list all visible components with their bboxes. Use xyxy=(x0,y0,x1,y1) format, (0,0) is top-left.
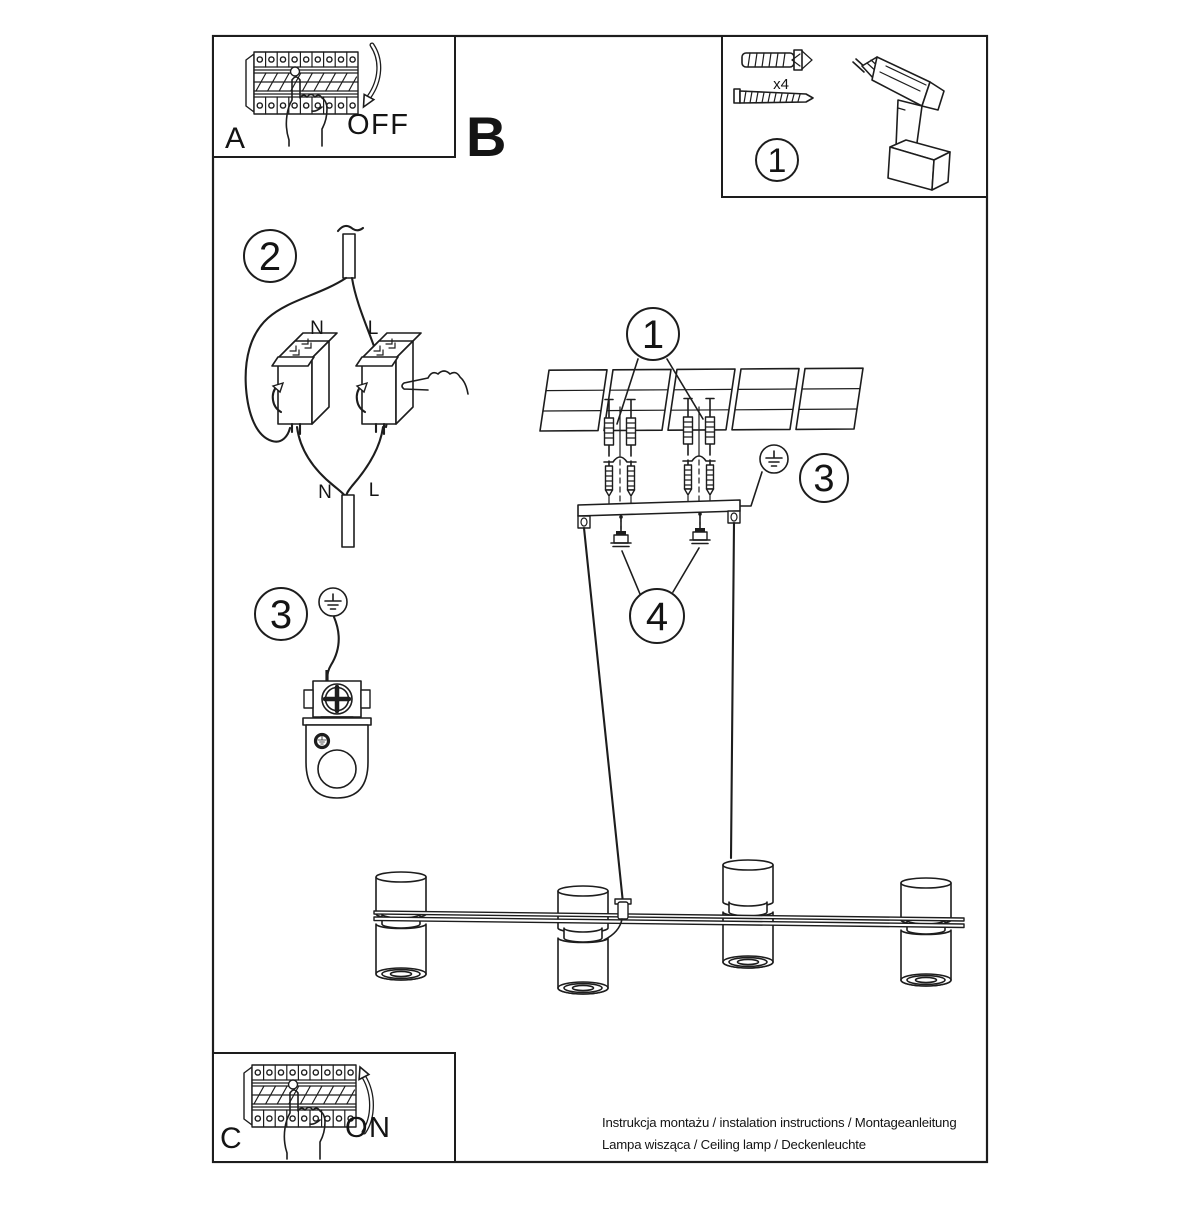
step-circle-3 xyxy=(255,588,307,640)
ceiling-panels xyxy=(540,368,863,431)
wire-label-l-top: L xyxy=(367,318,379,339)
mains-cable-sheath xyxy=(343,234,355,278)
break-brace xyxy=(604,456,715,462)
ceiling-mounting-diagram xyxy=(374,308,964,994)
panel-tools xyxy=(722,36,987,197)
section-b-label: B xyxy=(466,105,507,168)
spotlight xyxy=(723,860,773,968)
mounting-bracket-icon xyxy=(303,718,371,798)
earth-symbol-icon xyxy=(319,588,347,616)
step3-earth xyxy=(255,588,371,798)
panel-a-power-off xyxy=(213,36,455,157)
spotlight xyxy=(901,878,951,986)
earth-wire xyxy=(327,617,339,680)
panel-a-label: A xyxy=(225,122,246,155)
svg-text:2: 2 xyxy=(258,235,282,279)
spotlight xyxy=(558,886,608,994)
connector-block-l xyxy=(356,333,421,434)
suspension-cable-left xyxy=(584,528,623,903)
mains-cable-cut-end xyxy=(338,226,363,231)
connector-block-n xyxy=(272,333,337,434)
svg-text:3: 3 xyxy=(269,593,293,637)
hanger-bolts xyxy=(611,512,710,643)
wire-label-n-top: N xyxy=(310,318,324,339)
earth-callout xyxy=(739,445,848,506)
svg-text:1: 1 xyxy=(767,142,787,180)
svg-text:1: 1 xyxy=(641,313,665,357)
wire-label-l-bottom: L xyxy=(368,480,380,501)
svg-text:3: 3 xyxy=(813,458,835,500)
dowel-quantity-label: x4 xyxy=(773,76,789,93)
panel-c-state-label: ON xyxy=(345,1112,392,1144)
suspension-cable-right xyxy=(731,523,734,858)
earth-symbol-icon xyxy=(760,445,788,473)
lamp-cable-sheath xyxy=(342,495,354,547)
svg-text:4: 4 xyxy=(645,595,669,639)
panel-a-state-label: OFF xyxy=(347,109,410,141)
wall-plug-icon xyxy=(742,50,812,70)
spotlight xyxy=(376,872,426,980)
step2-wiring xyxy=(244,226,468,547)
panel-c-label: C xyxy=(220,1122,242,1155)
ceiling-lamp xyxy=(374,860,964,994)
footer-line-1: Instrukcja montażu / instalation instructions / Montageanleitung xyxy=(602,1115,957,1130)
step-circle-2 xyxy=(244,230,296,282)
step-circle-1 xyxy=(756,139,798,181)
footer-text xyxy=(602,1115,956,1152)
panel-c-power-on xyxy=(213,1053,455,1162)
wire-label-n-bottom: N xyxy=(318,482,332,503)
mounting-bar xyxy=(578,500,740,528)
footer-line-2: Lampa wisząca / Ceiling lamp / Deckenleuchte xyxy=(602,1137,866,1152)
